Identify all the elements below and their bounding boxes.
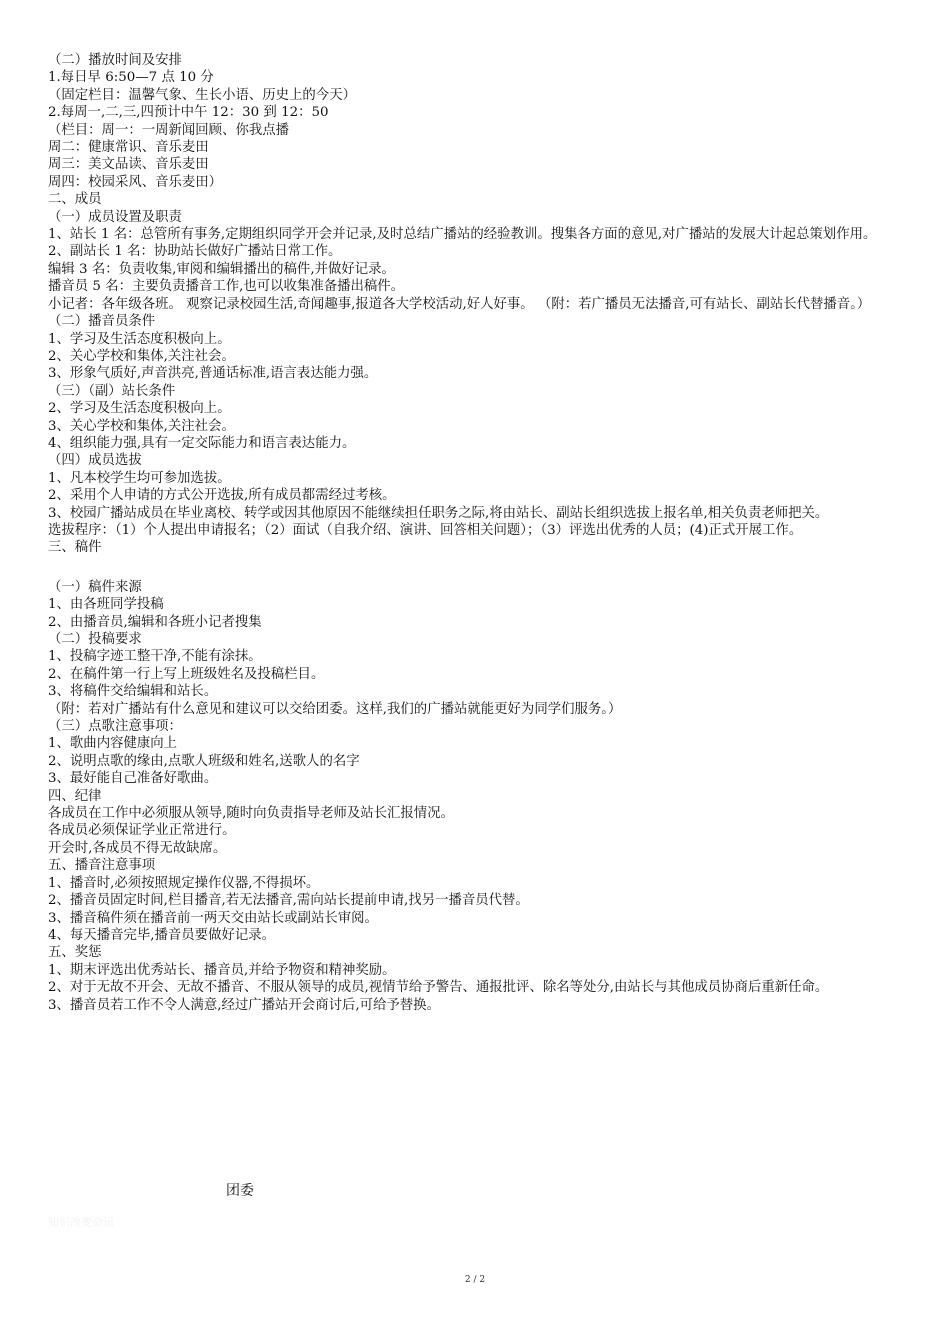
text-line: 1、站长 1 名：总管所有事务,定期组织同学开会并记录,及时总结广播站的经验教训。搜集各方面的意见,对广播站的发展大计起总策划作用。: [48, 227, 877, 243]
text-line: 播音员 5 名：主要负责播音工作,也可以收集准备播出稿件。: [48, 279, 405, 295]
blank-line: [48, 557, 906, 579]
text-line: 各成员必须保证学业正常进行。: [48, 823, 236, 839]
section-heading-broadcast-notes: 五、播音注意事项: [48, 858, 156, 874]
text-line: 2、说明点歌的缘由,点歌人班级和姓名,送歌人的名字: [48, 753, 360, 769]
page-number: 2 / 2: [464, 1275, 486, 1285]
text-line: 3、校园广播站成员在毕业离校、转学或因其他原因不能继续担任职务之际,将由站长、副站长组织选拔上报名单,相关负责老师把关。: [48, 505, 829, 521]
text-line: 1、学习及生活态度积极向上。: [48, 331, 231, 347]
section-heading-members: 二、成员: [48, 192, 102, 208]
subsection-heading: （一）稿件来源: [48, 579, 142, 595]
text-line: 小记者：各年级各班。 观察记录校园生活,奇闻趣事,报道各大学校活动,好人好事。 （附：若广播员无法播音,可有站长、副站长代替播音。）: [48, 296, 871, 312]
text-line: 编辑 3 名：负责收集,审阅和编辑播出的稿件,并做好记录。: [48, 261, 395, 277]
text-line: 各成员在工作中必须服从领导,随时向负责指导老师及站长汇报情况。: [48, 806, 454, 822]
text-line: 1、凡本校学生均可参加选拔。: [48, 470, 231, 486]
subsection-heading: （一）成员设置及职责: [48, 209, 182, 225]
text-line: 2、关心学校和集体,关注社会。: [48, 348, 235, 364]
text-line: 3、最好能自己准备好歌曲。: [48, 771, 218, 787]
text-line: 2、在稿件第一行上写上班级姓名及投稿栏目。: [48, 666, 325, 682]
document-body: [48, 52, 906, 1014]
text-line: （附：若对广播站有什么意见和建议可以交给团委。这样,我们的广播站就能更好为同学们服务。）: [48, 701, 622, 717]
text-line: 2.每周一,二,三,四预计中午 12：30 到 12：50: [48, 105, 329, 121]
text-line: 3、形象气质好,声音洪亮,普通话标准,语言表达能力强。: [48, 366, 378, 382]
text-line: 3、播音稿件须在播音前一两天交由站长或副站长审阅。: [48, 910, 378, 926]
section-heading-manuscripts: 三、稿件: [48, 540, 102, 556]
text-line: 2、学习及生活态度积极向上。: [48, 401, 231, 417]
text-line: （栏目：周一：一周新闻回顾、你我点播: [48, 122, 290, 138]
text-line: 2、播音员固定时间,栏目播音,若无法播音,需向站长提前申请,找另一播音员代替。: [48, 893, 529, 909]
section-heading-discipline: 四、纪律: [48, 788, 102, 804]
subsection-heading: （三）（副）站长条件: [48, 383, 176, 399]
text-line: 2、由播音员,编辑和各班小记者搜集: [48, 614, 262, 630]
text-line-indented: 周二：健康常识、音乐麦田: [48, 140, 209, 156]
text-line: 开会时,各成员不得无故缺席。: [48, 840, 227, 856]
text-line: 3、将稿件交给编辑和站长。: [48, 684, 218, 700]
watermark-text: 知识改变命运: [48, 1216, 114, 1229]
text-line: 选拔程序：（1）个人提出申请报名；（2）面试（自我介绍、演讲、回答相关问题）；（3）评选出优秀的人员；(4)正式开展工作。: [48, 522, 803, 538]
text-line-indented: 周三：美文品读、音乐麦田: [48, 157, 209, 173]
text-line: 1、期末评选出优秀站长、播音员,并给予物资和精神奖励。: [48, 962, 396, 978]
text-line: 1、由各班同学投稿: [48, 597, 164, 613]
subsection-heading: （二）投稿要求: [48, 632, 142, 647]
text-line: 2、副站长 1 名：协助站长做好广播站日常工作。: [48, 244, 342, 260]
subsection-heading: （三）点歌注意事项：: [48, 719, 182, 735]
text-line: 3、播音员若工作不令人满意,经过广播站开会商讨后,可给予替换。: [48, 997, 440, 1013]
heading-broadcast-schedule: （二）播放时间及安排: [48, 53, 182, 68]
text-line: （固定栏目：温馨气象、生长小语、历史上的今天）: [48, 87, 356, 103]
text-line: 4、组织能力强,具有一定交际能力和语言表达能力。: [48, 435, 356, 451]
text-line: 1、投稿字迹工整干净,不能有涂抹。: [48, 649, 262, 665]
subsection-heading: （二）播音员条件: [48, 314, 156, 330]
text-line: 1、歌曲内容健康向上: [48, 736, 178, 752]
subsection-heading: （四）成员选拔: [48, 453, 142, 469]
text-line: 4、每天播音完毕,播音员要做好记录。: [48, 927, 276, 943]
signature: 团委: [226, 1183, 254, 1199]
text-line: 2、对于无故不开会、无故不播音、不服从领导的成员,视情节给予警告、通报批评、除名等处分,由站长与其他成员协商后重新任命。: [48, 980, 829, 996]
section-heading-rewards: 五、奖惩: [48, 945, 102, 961]
text-line: 1.每日早 6:50—7 点 10 分: [48, 70, 214, 86]
text-line-indented: 周四：校园采风、音乐麦田）: [48, 174, 223, 190]
text-line: 3、关心学校和集体,关注社会。: [48, 418, 235, 434]
text-line: 2、采用个人申请的方式公开选拔,所有成员都需经过考核。: [48, 488, 396, 504]
text-line: 1、播音时,必须按照规定操作仪器,不得损坏。: [48, 875, 320, 891]
